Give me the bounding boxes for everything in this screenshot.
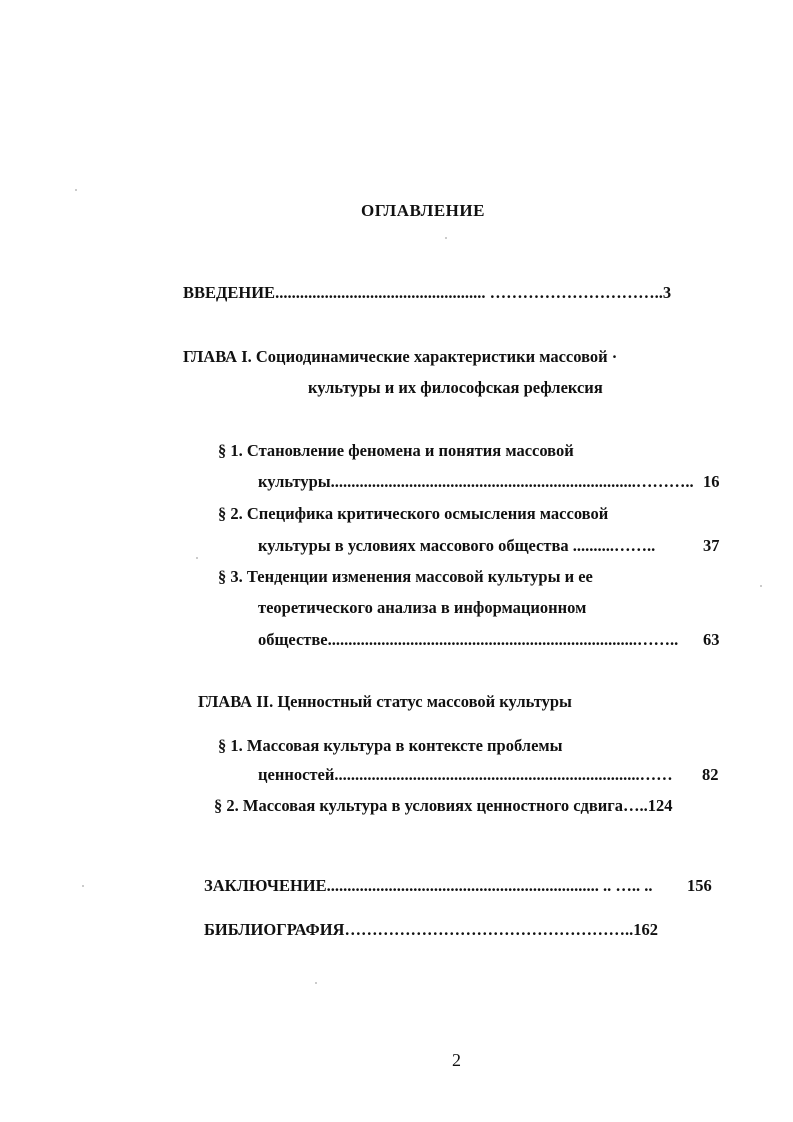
chapter1-title-line1: ГЛАВА I. Социодинамические характеристики массовой ·: [183, 347, 618, 366]
dot-leader: ................................................... …………………………..: [275, 283, 663, 302]
scan-speck: [445, 237, 447, 239]
entry-label: культуры в условиях массового общества: [258, 536, 569, 555]
entry-page: 63: [703, 630, 720, 649]
dot-leader: .................................................................. .. ….. ..: [326, 876, 653, 895]
toc-heading: ОГЛАВЛЕНИЕ: [361, 201, 485, 220]
entry-page: 162: [633, 920, 658, 939]
entry-label: БИБЛИОГРАФИЯ: [204, 920, 345, 939]
entry-page: 37: [703, 536, 720, 555]
entry-page: 82: [702, 765, 719, 784]
entry-page: 124: [647, 796, 673, 815]
scan-speck: [196, 557, 198, 559]
toc-entry-chapter1-section3: [258, 630, 678, 650]
dot-leader: …..: [623, 796, 648, 815]
entry-label: ЗАКЛЮЧЕНИЕ: [204, 876, 327, 895]
toc-entry-chapter2-section1: [258, 765, 673, 785]
toc-entry-chapter1-section1: [258, 472, 694, 492]
scan-speck: [760, 585, 762, 587]
scan-speck: [75, 189, 77, 191]
dot-leader: ...........................................................................……..: [327, 630, 679, 649]
chapter1-section3-line1: § 3. Тенденции изменения массовой культуры и ее: [218, 567, 593, 586]
toc-entry-chapter1-section2: [258, 536, 655, 556]
chapter2-title: ГЛАВА II. Ценностный статус массовой культуры: [198, 692, 572, 711]
scan-speck: [315, 982, 317, 984]
entry-label: ВВЕДЕНИЕ: [183, 283, 276, 302]
chapter2-section1-line1: § 1. Массовая культура в контексте проблемы: [218, 736, 563, 755]
toc-entry-conclusion: [204, 876, 653, 896]
entry-label: обществе: [258, 630, 328, 649]
toc-entry-bibliography: [204, 920, 658, 940]
chapter1-section3-line2: теоретического анализа в информационном: [258, 598, 587, 617]
dot-leader: ..........................................................................……: [334, 765, 673, 784]
entry-label: § 2. Массовая культура в условиях ценностного сдвига: [214, 796, 624, 815]
page-number: 2: [452, 1050, 461, 1070]
chapter1-section2-line1: § 2. Специфика критического осмысления массовой: [218, 504, 609, 523]
scan-speck: [82, 885, 84, 887]
chapter1-title-line2: культуры и их философская рефлексия: [308, 378, 603, 397]
entry-page: 3: [662, 283, 672, 302]
entry-page: 16: [703, 472, 720, 491]
toc-entry-introduction: [183, 283, 671, 303]
chapter1-section1-line1: § 1. Становление феномена и понятия массовой: [218, 441, 574, 460]
toc-entry-chapter2-section2: [214, 796, 673, 816]
entry-label: ценностей: [258, 765, 335, 784]
dot-leader: ..........……..: [572, 536, 656, 555]
entry-label: культуры: [258, 472, 331, 491]
dot-leader: ……………………………………………..: [344, 920, 634, 939]
entry-page: 156: [687, 876, 712, 895]
dot-leader: ..........................................................................………..: [330, 472, 694, 491]
